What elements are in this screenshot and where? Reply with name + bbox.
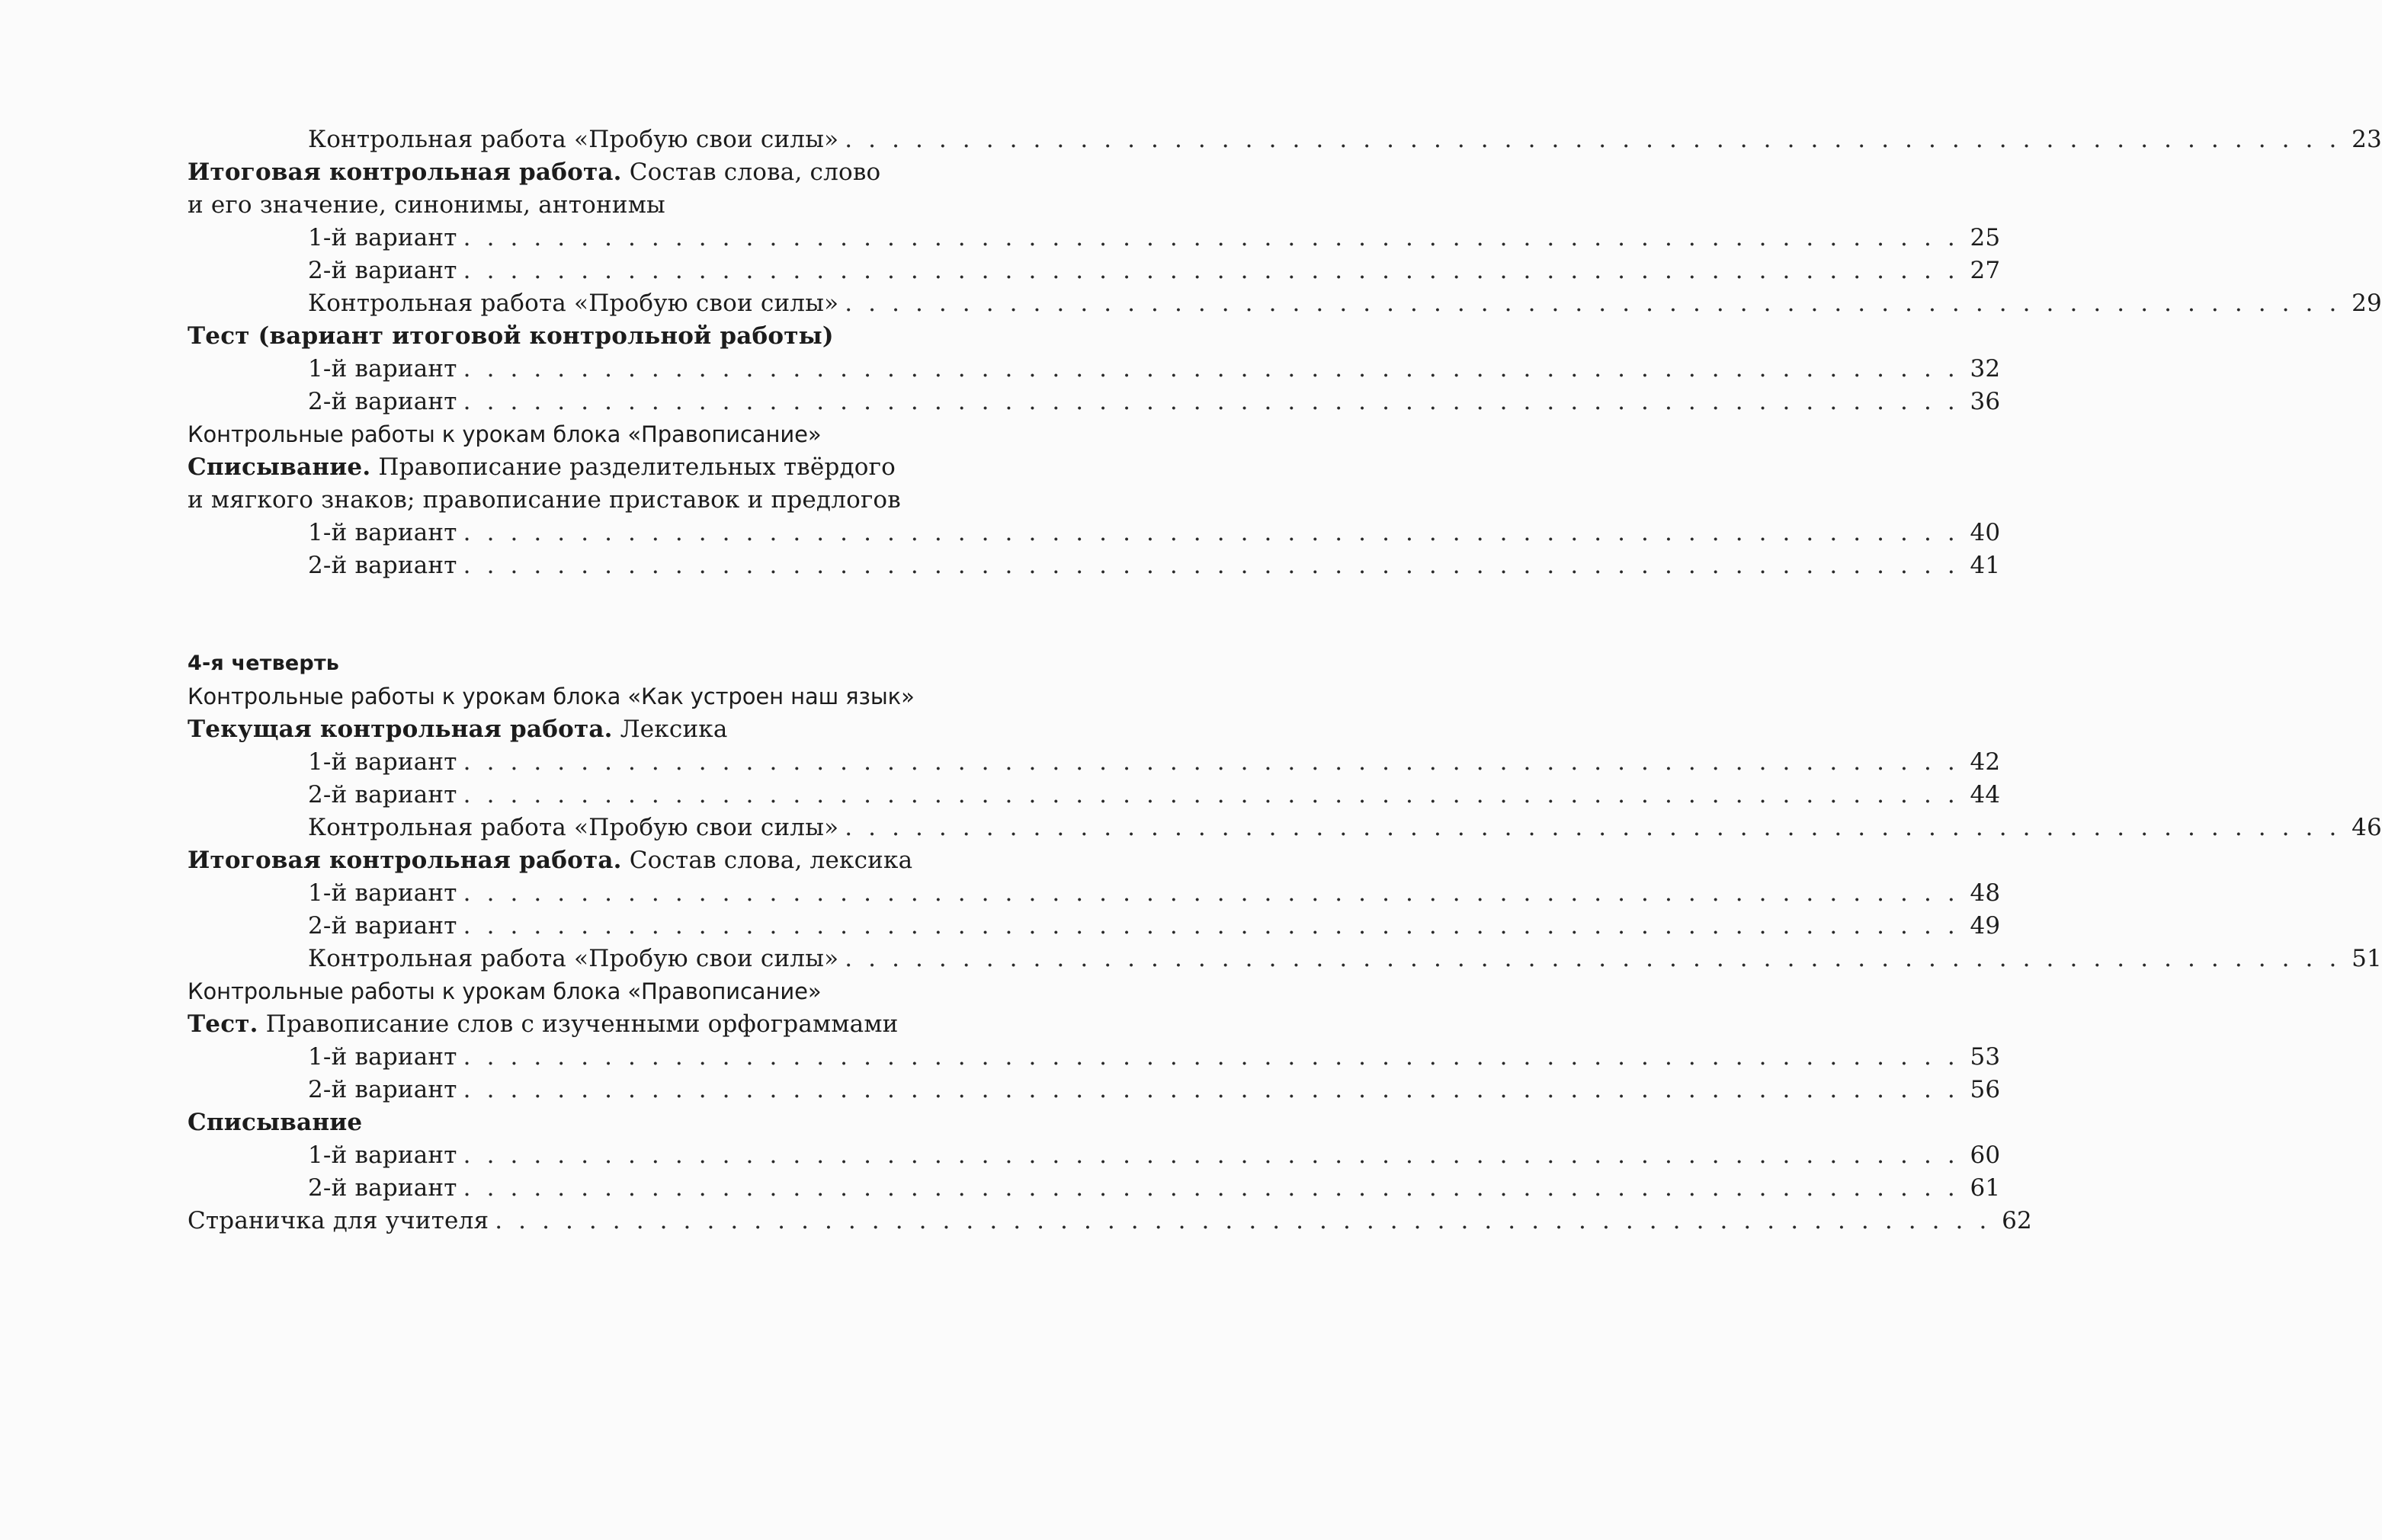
toc-heading-copying: Списывание (188, 1109, 363, 1136)
toc-block-spelling: Контрольные работы к урокам блока «Правописание» (188, 978, 822, 1004)
toc-page-number: 56 (1970, 1076, 2001, 1103)
dot-leader: . . . . . . . . . . . . . . . . . . . . . . . . . . . . . . . . . . . . . . . . . . . . . . . . . . . . . . . . . . . . . . . . (463, 388, 1960, 415)
dot-leader: . . . . . . . . . . . . . . . . . . . . . . . . . . . . . . . . . . . . . . . . . . . . . . . . . . . . . . . . . . . . . . . . (463, 257, 1960, 284)
toc-page-number: 46 (2352, 814, 2382, 841)
dot-leader: . . . . . . . . . . . . . . . . . . . . . . . . . . . . . . . . . . . . . . . . . . . . . . . . . . . . . . . . . . . . . . . . (463, 224, 1960, 251)
toc-quarter-heading: 4-я четверть (188, 652, 340, 675)
dot-leader: . . . . . . . . . . . . . . . . . . . . . . . . . . . . . . . . . . . . . . . . . . . . . . . . . . . . . . . . . . . . . . . . (463, 519, 1960, 546)
toc-entry-label: 1-й вариант (308, 1043, 457, 1071)
toc-entry-try-your-strength[interactable] (308, 943, 2382, 975)
toc-page-number: 60 (1970, 1141, 2001, 1169)
toc-heading-copying-continued: и мягкого знаков; правописание приставок и предлогов (188, 486, 901, 514)
toc-entry-label: Контрольная работа «Пробую свои силы» (308, 126, 839, 153)
toc-page-number: 44 (1970, 781, 2001, 808)
toc-page-number: 49 (1970, 912, 2001, 940)
dot-leader: . . . . . . . . . . . . . . . . . . . . . . . . . . . . . . . . . . . . . . . . . . . . . . . . . . . . . . . . . . . . . . . . (845, 290, 2341, 317)
toc-page-number: 41 (1970, 552, 2001, 579)
toc-heading-rest: Состав слова, слово (621, 158, 881, 186)
toc-heading-test (188, 1008, 899, 1040)
toc-entry-variant-2[interactable] (308, 779, 2001, 811)
dot-leader: . . . . . . . . . . . . . . . . . . . . . . . . . . . . . . . . . . . . . . . . . . . . . . . . . . . . . . . . . . . . . . . . (845, 945, 2341, 972)
toc-heading-current-test (188, 713, 728, 745)
toc-entry-variant-1[interactable] (308, 877, 2001, 909)
toc-page-number: 25 (1970, 224, 2001, 251)
toc-entry-label: 2-й вариант (308, 1076, 457, 1103)
toc-page-number: 51 (2352, 945, 2382, 972)
dot-leader: . . . . . . . . . . . . . . . . . . . . . . . . . . . . . . . . . . . . . . . . . . . . . . . . . . . . . . . . . . . . . . . . (463, 1141, 1960, 1169)
dot-leader: . . . . . . . . . . . . . . . . . . . . . . . . . . . . . . . . . . . . . . . . . . . . . . . . . . . . . . . . . . . . . . . . (463, 1174, 1960, 1202)
toc-entry-label: 2-й вариант (308, 388, 457, 415)
toc-heading-rest: Правописание разделительных твёрдого (370, 453, 896, 481)
toc-heading-final-test (188, 156, 880, 188)
dot-leader: . . . . . . . . . . . . . . . . . . . . . . . . . . . . . . . . . . . . . . . . . . . . . . . . . . . . . . . . . . . . . . . . (463, 552, 1960, 579)
toc-entry-variant-1[interactable] (308, 1041, 2001, 1073)
toc-entry-variant-2[interactable] (308, 1074, 2001, 1106)
dot-leader: . . . . . . . . . . . . . . . . . . . . . . . . . . . . . . . . . . . . . . . . . . . . . . . . . . . . . . . . . . . . . . . . (463, 912, 1960, 940)
toc-entry-label: 1-й вариант (308, 355, 457, 383)
toc-entry-label: 1-й вариант (308, 224, 457, 251)
toc-page-number: 42 (1970, 748, 2001, 776)
toc-entry-variant-1[interactable] (308, 222, 2001, 254)
toc-entry-variant-1[interactable] (308, 517, 2001, 549)
toc-entry-variant-2[interactable] (308, 1172, 2001, 1204)
toc-block-spelling: Контрольные работы к урокам блока «Правописание» (188, 421, 822, 447)
toc-heading-rest: Лексика (612, 716, 728, 743)
toc-heading-test-variant: Тест (вариант итоговой контрольной работы) (188, 322, 834, 350)
toc-entry-label: 1-й вариант (308, 879, 457, 907)
toc-entry-label: 1-й вариант (308, 1141, 457, 1169)
dot-leader: . . . . . . . . . . . . . . . . . . . . . . . . . . . . . . . . . . . . . . . . . . . . . . . . . . . . . . . . . . . . . . . . (845, 126, 2341, 153)
toc-entry-label: 1-й вариант (308, 748, 457, 776)
toc-heading-bold: Списывание. (188, 453, 371, 481)
dot-leader: . . . . . . . . . . . . . . . . . . . . . . . . . . . . . . . . . . . . . . . . . . . . . . . . . . . . . . . . . . . . . . . . (845, 814, 2341, 841)
toc-page-number: 62 (2002, 1207, 2032, 1234)
toc-page-number: 32 (1970, 355, 2001, 383)
toc-heading-final-test-continued: и его значение, синонимы, антонимы (188, 191, 665, 219)
toc-page-number: 36 (1970, 388, 2001, 415)
toc-page-number: 29 (2352, 290, 2382, 317)
toc-entry-variant-2[interactable] (308, 549, 2001, 581)
dot-leader: . . . . . . . . . . . . . . . . . . . . . . . . . . . . . . . . . . . . . . . . . . . . . . . . . . . . . . . . . . . . . . . . (463, 355, 1960, 383)
toc-entry-label: 2-й вариант (308, 912, 457, 940)
toc-entry-label: 2-й вариант (308, 257, 457, 284)
toc-block-language: Контрольные работы к урокам блока «Как устроен наш язык» (188, 684, 915, 709)
toc-entry-label: Страничка для учителя (188, 1207, 489, 1234)
toc-entry-variant-1[interactable] (308, 746, 2001, 778)
dot-leader: . . . . . . . . . . . . . . . . . . . . . . . . . . . . . . . . . . . . . . . . . . . . . . . . . . . . . . . . . . . . . . . . (463, 781, 1960, 808)
toc-entry-try-your-strength[interactable] (308, 287, 2382, 319)
dot-leader: . . . . . . . . . . . . . . . . . . . . . . . . . . . . . . . . . . . . . . . . . . . . . . . . . . . . . . . . . . . . . . . . (463, 748, 1960, 776)
toc-page-number: 61 (1970, 1174, 2001, 1202)
toc-entry-try-your-strength[interactable] (308, 812, 2382, 844)
toc-heading-bold: Итоговая контрольная работа. (188, 847, 622, 874)
toc-entry-variant-2[interactable] (308, 255, 2001, 287)
toc-entry-variant-1[interactable] (308, 353, 2001, 385)
toc-entry-teacher-page[interactable] (188, 1205, 2032, 1237)
toc-page-number: 40 (1970, 519, 2001, 546)
toc-entry-label: Контрольная работа «Пробую свои силы» (308, 814, 839, 841)
toc-heading-copying (188, 451, 896, 483)
toc-entry-variant-1[interactable] (308, 1139, 2001, 1171)
toc-entry-variant-2[interactable] (308, 386, 2001, 418)
toc-page-number: 48 (1970, 879, 2001, 907)
toc-entry-try-your-strength[interactable] (308, 123, 2382, 155)
toc-entry-label: 2-й вариант (308, 781, 457, 808)
toc-entry-label: 2-й вариант (308, 552, 457, 579)
toc-heading-bold: Итоговая контрольная работа. (188, 158, 622, 186)
toc-entry-label: 1-й вариант (308, 519, 457, 546)
dot-leader: . . . . . . . . . . . . . . . . . . . . . . . . . . . . . . . . . . . . . . . . . . . . . . . . . . . . . . . . . . . . . . . . (463, 1076, 1960, 1103)
toc-entry-label: Контрольная работа «Пробую свои силы» (308, 290, 839, 317)
dot-leader: . . . . . . . . . . . . . . . . . . . . . . . . . . . . . . . . . . . . . . . . . . . . . . . . . . . . . . . . . . . . . . . . (495, 1207, 1991, 1234)
toc-page-number: 53 (1970, 1043, 2001, 1071)
toc-heading-rest: Состав слова, лексика (621, 847, 913, 874)
toc-heading-bold: Тест. (188, 1010, 258, 1038)
toc-entry-label: 2-й вариант (308, 1174, 457, 1202)
toc-heading-rest: Правописание слов с изученными орфограммами (258, 1010, 899, 1038)
toc-entry-label: Контрольная работа «Пробую свои силы» (308, 945, 839, 972)
toc-entry-variant-2[interactable] (308, 910, 2001, 942)
toc-heading-final-test (188, 844, 912, 876)
toc-heading-bold: Текущая контрольная работа. (188, 716, 613, 743)
toc-page-number: 23 (2352, 126, 2382, 153)
dot-leader: . . . . . . . . . . . . . . . . . . . . . . . . . . . . . . . . . . . . . . . . . . . . . . . . . . . . . . . . . . . . . . . . (463, 879, 1960, 907)
toc-page-number: 27 (1970, 257, 2001, 284)
dot-leader: . . . . . . . . . . . . . . . . . . . . . . . . . . . . . . . . . . . . . . . . . . . . . . . . . . . . . . . . . . . . . . . . (463, 1043, 1960, 1071)
